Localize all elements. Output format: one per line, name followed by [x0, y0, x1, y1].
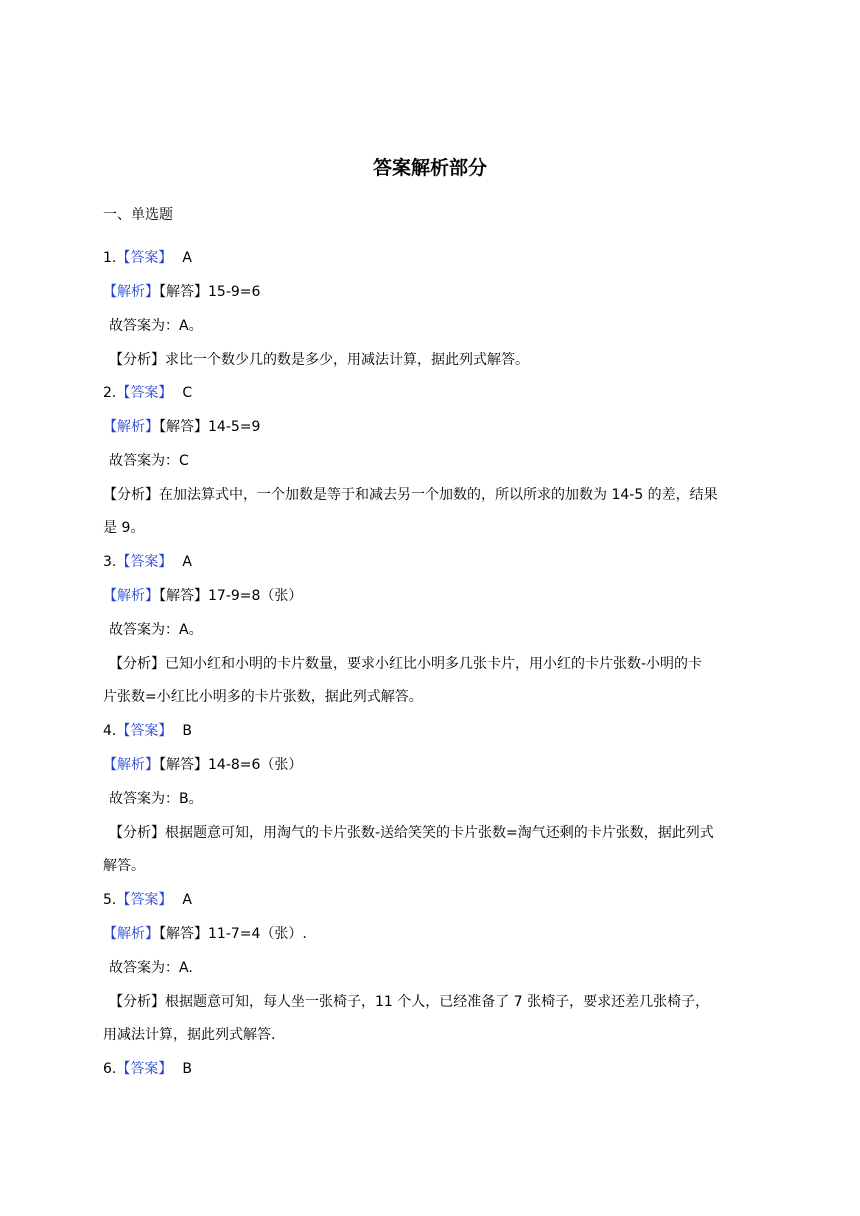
explanation-line-2a: 【分析】在加法算式中，一个加数是等于和减去另一个加数的，所以所求的加数为 14-5 的差，结果: [103, 487, 718, 503]
analysis-tag: 【解析】: [103, 926, 159, 942]
solution-text: 【解答】14-8=6（张）: [159, 757, 303, 773]
explanation-line-3a: 【分析】已知小红和小明的卡片数量，要求小红比小明多几张卡片，用小红的卡片张数-小明的卡: [109, 656, 703, 672]
analysis-tag: 【解析】: [103, 588, 159, 604]
answer-line-2: [103, 381, 192, 405]
analysis-tag: 【解析】: [103, 419, 159, 435]
answer-line-4: [103, 719, 192, 743]
answer-tag: 【答案】: [116, 250, 173, 266]
answer-tag: 【答案】: [116, 723, 173, 739]
explanation-line-1: 【分析】求比一个数少几的数是多少，用减法计算，据此列式解答。: [109, 352, 529, 368]
answer-choice: A: [182, 250, 192, 266]
answer-line-1: [103, 246, 192, 270]
answer-tag: 【答案】: [116, 1061, 173, 1077]
answer-choice: B: [182, 723, 192, 739]
conclusion-line-4: 故答案为：B。: [109, 791, 203, 807]
analysis-line-2: [103, 415, 260, 439]
analysis-tag: 【解析】: [103, 757, 159, 773]
question-number: 3.: [103, 554, 117, 570]
analysis-line-3: [103, 584, 302, 608]
explanation-line-5b: 用减法计算，据此列式解答.: [103, 1027, 276, 1043]
analysis-tag: 【解析】: [103, 284, 159, 300]
explanation-line-4a: 【分析】根据题意可知，用淘气的卡片张数-送给笑笑的卡片张数=淘气还剩的卡片张数，据此列式: [109, 825, 714, 841]
conclusion-line-2: 故答案为：C: [109, 453, 189, 469]
analysis-line-5: [103, 922, 307, 946]
conclusion-line-5: 故答案为：A.: [109, 960, 193, 976]
conclusion-line-1: 故答案为：A。: [109, 318, 203, 334]
solution-text: 【解答】11-7=4（张）.: [159, 926, 307, 942]
solution-text: 【解答】17-9=8（张）: [159, 588, 303, 604]
solution-text: 【解答】14-5=9: [159, 419, 261, 435]
question-number: 1.: [103, 250, 117, 266]
analysis-line-4: [103, 753, 302, 777]
answer-line-5: [103, 888, 192, 912]
page-title: 答案解析部分: [372, 157, 487, 179]
answer-tag: 【答案】: [116, 892, 173, 908]
answer-choice: A: [182, 892, 192, 908]
answer-tag: 【答案】: [116, 385, 173, 401]
question-number: 5.: [103, 892, 117, 908]
answer-choice: B: [182, 1061, 192, 1077]
explanation-line-5a: 【分析】根据题意可知，每人坐一张椅子，11 个人，已经准备了 7 张椅子，要求还差几张椅子，: [109, 994, 710, 1010]
question-number: 4.: [103, 723, 117, 739]
answer-tag: 【答案】: [116, 554, 173, 570]
explanation-line-4b: 解答。: [103, 858, 145, 874]
question-number: 2.: [103, 385, 117, 401]
explanation-line-3b: 片张数=小红比小明多的卡片张数，据此列式解答。: [103, 689, 423, 705]
section-heading: 一、单选题: [103, 207, 173, 223]
answer-choice: A: [182, 554, 192, 570]
answer-line-3: [103, 550, 192, 574]
solution-text: 【解答】15-9=6: [159, 284, 261, 300]
conclusion-line-3: 故答案为：A。: [109, 622, 203, 638]
explanation-line-2b: 是 9。: [103, 520, 145, 536]
analysis-line-1: [103, 280, 260, 304]
question-number: 6.: [103, 1061, 117, 1077]
answer-line-6: [103, 1057, 192, 1081]
answer-choice: C: [182, 385, 193, 401]
